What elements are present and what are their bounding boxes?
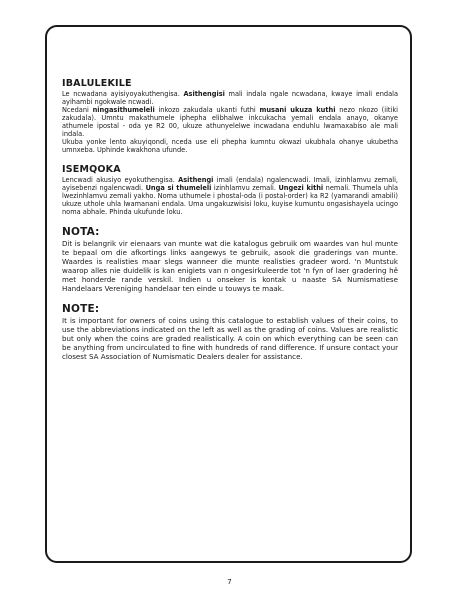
paragraph xyxy=(62,106,398,138)
text-run: Le ncwadana ayisiyoyakuthengisa. xyxy=(62,90,184,98)
section-isemqoka xyxy=(62,164,398,216)
text-run: mali indala ngale ncwadana, kwaye imali endala ayihambi ngokwale ncwadi. xyxy=(62,90,398,106)
paragraph xyxy=(62,316,398,361)
paragraph xyxy=(62,138,398,154)
section-ibalulekile xyxy=(62,78,398,154)
bold-text: Asithengisi xyxy=(183,90,225,98)
paragraph xyxy=(62,176,398,216)
section-heading: IBALULEKILE xyxy=(62,78,132,89)
section-body xyxy=(62,316,398,361)
text-run: imali (endala) ngalencwadi. Imali, izinhlamvu zemali, ayisebenzi ngalencwadi. xyxy=(62,176,399,192)
section-body xyxy=(62,239,398,293)
section-note xyxy=(62,303,398,361)
text-run: nemali. Thumela uhla lwezinhlamvu zemali yakho. Noma uthumele i phostal-oda (i postal-order) ka R2 (yamarandi amabili) ukuze uthole uhla lwamanani endala. Uma ungakuzwisisi loku, kuyise kumuntu ongasishayela ucingo noma abhale. Phinda ukufunde loku. xyxy=(62,184,399,216)
paragraph xyxy=(62,90,398,106)
bold-text: Asithengi xyxy=(178,176,214,184)
text-run: izinhlamvu zemali. xyxy=(211,184,279,192)
bold-text: musani ukuza kuthi xyxy=(259,106,336,114)
text-run: It is important for owners of coins using this catalogue to establish values of their coins, to use the abbreviations indicated on the left as well as the grading of coins. Values are realistic but only when the coins are graded realistically. A coin on which everything can be seen can be anything from uncirculated to fine with hundreds of rand difference. If unsure contact your closest SA Association of Numismatic Dealers dealer for assistance. xyxy=(62,316,398,361)
text-run: inkozo zakudala ukanti futhi xyxy=(154,106,260,114)
notice-content xyxy=(62,78,398,371)
page-number: 7 xyxy=(227,578,232,586)
section-body xyxy=(62,176,398,216)
section-heading: NOTA: xyxy=(62,226,100,238)
text-run: Dit is belangrik vir eienaars van munte wat die katalogus gebruik om waardes van hul munte te bepaal om die afkortings links aangewys te gebruik, asook die graderings van munte. Waardes is realisties maar slegs wanneer die munte realisties gradeer word. 'n Muntstuk waarop alles nie duidelik is kan enigiets van n ongesirkuleerde tot 'n fyn of laer gradering hê met honderde rande verskil. Indien u onseker is kontak u naaste SA Numismatiese Handelaars Vereniging handelaar ten einde u touwys te maak. xyxy=(62,239,398,293)
text-run: Ncedani xyxy=(62,106,93,114)
bold-text: ningasithumeleli xyxy=(92,106,155,114)
section-body xyxy=(62,90,398,154)
paragraph xyxy=(62,239,398,293)
section-heading: ISEMQOKA xyxy=(62,164,121,175)
bold-text: Ungezi kithi xyxy=(278,184,324,192)
section-nota xyxy=(62,226,398,293)
text-run: Ukuba yonke lento akuyiqondi, nceda use eli phepha kumntu okwazi ukubhala ohanye ukubetha umnxeba. Uphinde kwakhona ufunde. xyxy=(62,138,398,154)
text-run: Lencwadi akusiyo eyokuthengisa. xyxy=(62,176,179,184)
bold-text: Unga si thumeleli xyxy=(145,184,212,192)
text-run: nezo nkozo (iitiki zakudala). Umntu makathumele iphepha elibhalwe inkcukacha yemali endala anayo, okanye athumele ipostal - oda ye R2 00, ukuze athunyelelwe incwadana enduhlu lwamaxabiso ale mali indala. xyxy=(62,106,398,138)
section-heading: NOTE: xyxy=(62,303,100,315)
